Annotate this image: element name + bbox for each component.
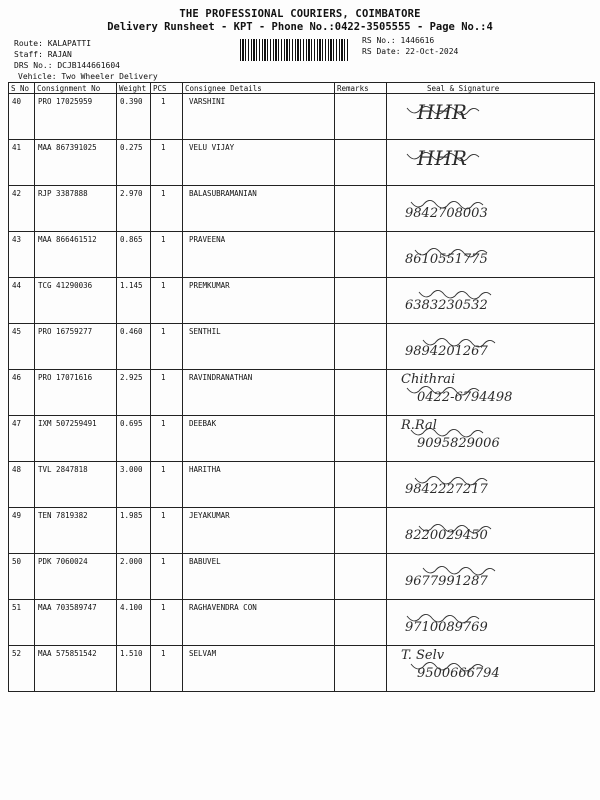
- cell-weight: 0.275: [117, 140, 151, 186]
- cell-remarks: [335, 646, 387, 692]
- cell-consignee: DEEBAK: [183, 416, 335, 462]
- cell-signature: [387, 462, 595, 508]
- cell-consignee: BALASUBRAMANIAN: [183, 186, 335, 232]
- cell-consignment: MAA 703589747: [35, 600, 117, 646]
- signature-name: HHR: [417, 100, 467, 124]
- cell-pcs: 1: [151, 232, 183, 278]
- cell-sno: 45: [9, 324, 35, 370]
- cell-sno: 49: [9, 508, 35, 554]
- cell-remarks: [335, 370, 387, 416]
- signature-phone: 0422-6794498: [417, 390, 513, 405]
- cell-sno: 41: [9, 140, 35, 186]
- cell-sno: 47: [9, 416, 35, 462]
- vehicle-label: Vehicle: Two Wheeler Delivery: [18, 72, 158, 81]
- cell-sno: 48: [9, 462, 35, 508]
- cell-remarks: [335, 140, 387, 186]
- cell-signature: [387, 232, 595, 278]
- table-body: [9, 94, 595, 692]
- cell-consignment: PDK 7060024: [35, 554, 117, 600]
- cell-signature: [387, 646, 595, 692]
- cell-consignment: TVL 2847818: [35, 462, 117, 508]
- cell-sno: 44: [9, 278, 35, 324]
- cell-sno: 40: [9, 94, 35, 140]
- col-header-pcs: PCS: [151, 83, 183, 94]
- cell-remarks: [335, 324, 387, 370]
- cell-signature: [387, 370, 595, 416]
- cell-remarks: [335, 416, 387, 462]
- cell-sno: 52: [9, 646, 35, 692]
- cell-remarks: [335, 232, 387, 278]
- cell-sno: 43: [9, 232, 35, 278]
- signature-name: R.Ral: [401, 418, 437, 433]
- staff-label: Staff: RAJAN: [14, 50, 72, 59]
- cell-signature: [387, 554, 595, 600]
- table-row: [9, 278, 595, 324]
- route-label: Route: KALAPATTI: [14, 39, 92, 48]
- cell-pcs: 1: [151, 646, 183, 692]
- col-header-sno: S No: [9, 83, 35, 94]
- col-header-consignment: Consignment No: [35, 83, 117, 94]
- signature-phone: 9842708003: [405, 206, 488, 221]
- cell-pcs: 1: [151, 186, 183, 232]
- cell-consignment: MAA 867391025: [35, 140, 117, 186]
- cell-consignment: PRO 17025959: [35, 94, 117, 140]
- cell-consignee: PRAVEENA: [183, 232, 335, 278]
- signature-phone: 9842227217: [405, 482, 488, 497]
- cell-consignee: BABUVEL: [183, 554, 335, 600]
- signature-name: Chithrai: [401, 372, 456, 387]
- cell-pcs: 1: [151, 94, 183, 140]
- signature-name: HHR: [417, 146, 467, 170]
- cell-weight: 2.925: [117, 370, 151, 416]
- cell-signature: [387, 278, 595, 324]
- cell-consignment: MAA 866461512: [35, 232, 117, 278]
- col-header-consignee: Consignee Details: [183, 83, 335, 94]
- cell-weight: 1.510: [117, 646, 151, 692]
- table-row: [9, 508, 595, 554]
- cell-weight: 2.000: [117, 554, 151, 600]
- cell-weight: 0.390: [117, 94, 151, 140]
- signature-phone: 9677991287: [405, 574, 488, 589]
- cell-signature: [387, 416, 595, 462]
- cell-pcs: 1: [151, 508, 183, 554]
- rs-date: RS Date: 22-Oct-2024: [362, 47, 459, 56]
- cell-weight: 0.460: [117, 324, 151, 370]
- cell-consignment: PRO 17071616: [35, 370, 117, 416]
- col-header-weight: Weight: [117, 83, 151, 94]
- col-header-signature: Seal & Signature: [387, 83, 595, 94]
- cell-pcs: 1: [151, 324, 183, 370]
- cell-signature: [387, 324, 595, 370]
- cell-weight: 0.865: [117, 232, 151, 278]
- cell-consignee: SENTHIL: [183, 324, 335, 370]
- cell-signature: [387, 600, 595, 646]
- runsheet-subtitle: Delivery Runsheet - KPT - Phone No.:0422-3505555 - Page No.:4: [107, 21, 493, 33]
- cell-pcs: 1: [151, 600, 183, 646]
- cell-signature: [387, 508, 595, 554]
- cell-consignment: TCG 41290036: [35, 278, 117, 324]
- runsheet-table: [8, 82, 595, 692]
- table-row: [9, 600, 595, 646]
- cell-pcs: 1: [151, 140, 183, 186]
- cell-remarks: [335, 554, 387, 600]
- signature-phone: 8610551775: [405, 252, 488, 267]
- cell-remarks: [335, 508, 387, 554]
- cell-pcs: 1: [151, 462, 183, 508]
- signature-phone: 9894201267: [405, 344, 488, 359]
- cell-sno: 46: [9, 370, 35, 416]
- table-row: [9, 554, 595, 600]
- cell-consignee: RAGHAVENDRA CON: [183, 600, 335, 646]
- table-row: [9, 462, 595, 508]
- table-row: [9, 140, 595, 186]
- cell-weight: 1.145: [117, 278, 151, 324]
- table-row: [9, 186, 595, 232]
- cell-consignment: RJP 3387888: [35, 186, 117, 232]
- signature-phone: 9500666794: [417, 666, 500, 681]
- cell-consignee: PREMKUMAR: [183, 278, 335, 324]
- drs-number: DRS No.: DCJB144661604: [14, 61, 120, 70]
- barcode-image: [240, 39, 350, 61]
- cell-remarks: [335, 600, 387, 646]
- cell-remarks: [335, 186, 387, 232]
- table-header-row: [9, 83, 595, 94]
- cell-consignee: VARSHINI: [183, 94, 335, 140]
- cell-signature: [387, 140, 595, 186]
- cell-consignee: VELU VIJAY: [183, 140, 335, 186]
- cell-sno: 42: [9, 186, 35, 232]
- cell-consignee: HARITHA: [183, 462, 335, 508]
- cell-consignee: RAVINDRANATHAN: [183, 370, 335, 416]
- signature-phone: 8220029450: [405, 528, 488, 543]
- cell-pcs: 1: [151, 554, 183, 600]
- signature-phone: 9095829006: [417, 436, 500, 451]
- cell-pcs: 1: [151, 370, 183, 416]
- cell-consignee: SELVAM: [183, 646, 335, 692]
- cell-weight: 0.695: [117, 416, 151, 462]
- rs-number: RS No.: 1446616: [362, 36, 435, 45]
- table-row: [9, 324, 595, 370]
- signature-name: T. Selv: [401, 648, 445, 663]
- cell-sno: 50: [9, 554, 35, 600]
- cell-remarks: [335, 278, 387, 324]
- cell-signature: [387, 94, 595, 140]
- cell-consignee: JEYAKUMAR: [183, 508, 335, 554]
- cell-weight: 4.100: [117, 600, 151, 646]
- table-row: [9, 646, 595, 692]
- cell-remarks: [335, 94, 387, 140]
- cell-weight: 1.985: [117, 508, 151, 554]
- company-title: THE PROFESSIONAL COURIERS, COIMBATORE: [179, 8, 421, 20]
- col-header-remarks: Remarks: [335, 83, 387, 94]
- cell-sno: 51: [9, 600, 35, 646]
- table-row: [9, 232, 595, 278]
- cell-consignment: PRO 16759277: [35, 324, 117, 370]
- cell-weight: 3.000: [117, 462, 151, 508]
- cell-weight: 2.970: [117, 186, 151, 232]
- table-row: [9, 370, 595, 416]
- cell-consignment: IXM 507259491: [35, 416, 117, 462]
- cell-pcs: 1: [151, 278, 183, 324]
- signature-phone: 6383230532: [405, 298, 488, 313]
- signature-phone: 9710089769: [405, 620, 488, 635]
- cell-consignment: MAA 575851542: [35, 646, 117, 692]
- cell-pcs: 1: [151, 416, 183, 462]
- cell-consignment: TEN 7819382: [35, 508, 117, 554]
- cell-remarks: [335, 462, 387, 508]
- table-row: [9, 416, 595, 462]
- table-row: [9, 94, 595, 140]
- cell-signature: [387, 186, 595, 232]
